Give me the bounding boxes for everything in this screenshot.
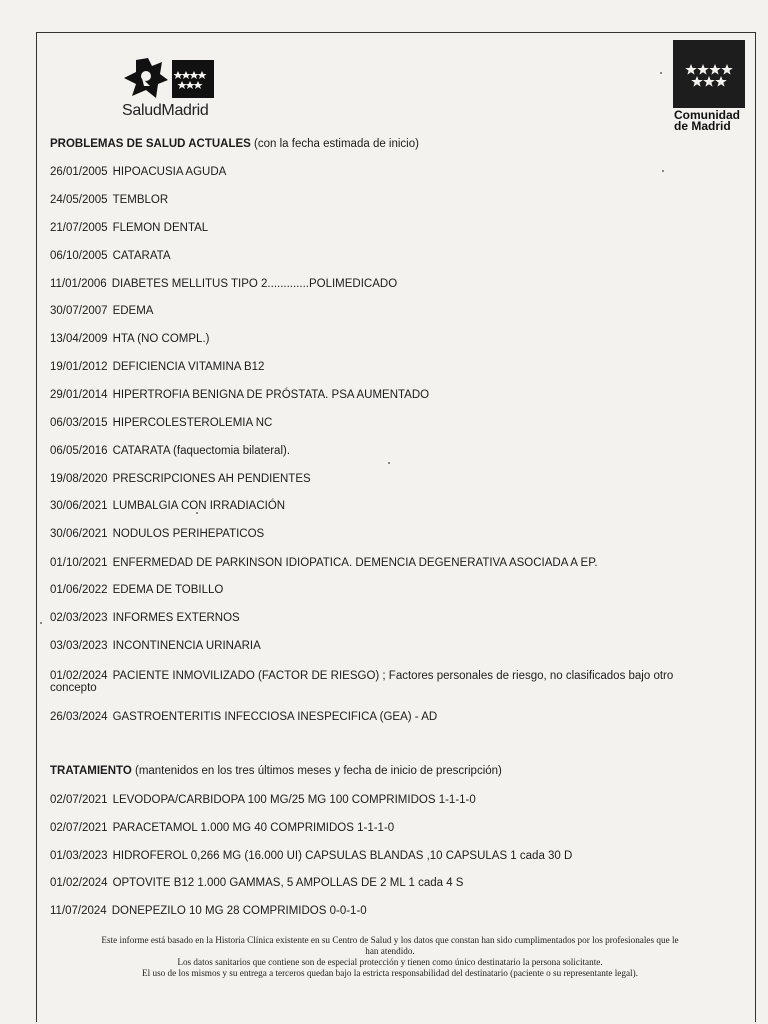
- item-text: LEVODOPA/CARBIDOPA 100 MG/25 MG 100 COMPRIMIDOS 1-1-1-0: [112, 794, 476, 806]
- list-item: [50, 278, 690, 290]
- item-date: 01/03/2023: [50, 850, 108, 862]
- list-item: [50, 305, 690, 317]
- item-date: 19/01/2012: [50, 361, 108, 373]
- scan-speck: [660, 72, 662, 74]
- item-text: LUMBALGIA CON IRRADIACIÓN: [112, 500, 286, 512]
- legal-footer: [100, 935, 680, 979]
- item-date: 06/05/2016: [50, 445, 108, 457]
- item-date: 02/07/2021: [50, 822, 108, 834]
- list-item: [50, 584, 690, 596]
- item-text: DIABETES MELLITUS TIPO 2.............POLIMEDICADO: [111, 278, 398, 290]
- document-frame: [36, 32, 756, 1022]
- item-text: EDEMA: [112, 305, 154, 317]
- list-item: [50, 417, 690, 429]
- item-date: 30/07/2007: [50, 305, 108, 317]
- footer-line-3: El uso de los mismos y su entrega a terceros quedan bajo la estricta responsabilidad del destinatario (paciente o su representante legal).: [142, 968, 638, 978]
- item-text: INCONTINENCIA URINARIA: [112, 640, 261, 652]
- item-date: 03/03/2023: [50, 640, 108, 652]
- treatment-heading: [50, 765, 502, 777]
- comunidad-stars-icon: [673, 40, 745, 108]
- item-text: HIPOACUSIA AGUDA: [112, 166, 227, 178]
- salud-madrid-emblem-icon: [122, 56, 222, 102]
- item-date: 02/07/2021: [50, 794, 108, 806]
- item-date: 30/06/2021: [50, 528, 108, 540]
- item-text: HIDROFEROL 0,266 MG (16.000 UI) CAPSULAS BLANDAS ,10 CAPSULAS 1 cada 30 D: [112, 850, 573, 862]
- list-item: [50, 222, 690, 234]
- item-text: DONEPEZILO 10 MG 28 COMPRIMIDOS 0-0-1-0: [111, 905, 367, 917]
- item-date: 06/10/2005: [50, 250, 108, 262]
- item-text: CATARATA: [112, 250, 171, 262]
- salud-madrid-wordmark: SaludMadrid: [122, 102, 209, 119]
- item-date: 13/04/2009: [50, 333, 108, 345]
- item-text: TEMBLOR: [112, 194, 169, 206]
- item-date: 02/03/2023: [50, 612, 108, 624]
- treatment-subtitle: (mantenidos en los tres últimos meses y fecha de inicio de prescripción): [134, 765, 502, 777]
- item-text: HIPERTROFIA BENIGNA DE PRÓSTATA. PSA AUMENTADO: [112, 389, 430, 401]
- salud-madrid-logo: [122, 56, 222, 122]
- list-item: [50, 640, 690, 652]
- item-text: OPTOVITE B12 1.000 GAMMAS, 5 AMPOLLAS DE 2 ML 1 cada 4 S: [112, 877, 464, 889]
- item-date: 26/03/2024: [50, 711, 108, 723]
- item-text: PRESCRIPCIONES AH PENDIENTES: [112, 473, 311, 485]
- item-date: 01/10/2021: [50, 557, 108, 569]
- list-item: [50, 500, 690, 512]
- item-text: PARACETAMOL 1.000 MG 40 COMPRIMIDOS 1-1-1-0: [112, 822, 395, 834]
- item-date: 01/02/2024: [50, 670, 108, 682]
- list-item: [50, 850, 690, 862]
- item-date: 29/01/2014: [50, 389, 108, 401]
- item-date: 06/03/2015: [50, 417, 108, 429]
- comunidad-madrid-logo: [673, 40, 747, 136]
- item-text: INFORMES EXTERNOS: [112, 612, 240, 624]
- scan-speck: [388, 462, 390, 464]
- list-item: [50, 473, 690, 485]
- list-item: [50, 528, 690, 540]
- item-date: 01/06/2022: [50, 584, 108, 596]
- treatment-title: TRATAMIENTO: [50, 765, 132, 777]
- list-item: [50, 445, 690, 457]
- list-item: [50, 794, 690, 806]
- list-item: [50, 250, 690, 262]
- list-item: [50, 905, 690, 917]
- problems-heading: [50, 138, 419, 150]
- comunidad-flag: [673, 40, 745, 108]
- list-item: [50, 711, 690, 723]
- item-text: FLEMON DENTAL: [112, 222, 209, 234]
- footer-line-1: Este informe está basado en la Historia Clínica existente en su Centro de Salud y los datos que constan han sido cumplimentados por los profesionales que le han atendido.: [101, 935, 679, 956]
- item-text: PACIENTE INMOVILIZADO (FACTOR DE RIESGO) ; Factores personales de riesgo, no clasificados bajo otro concepto: [50, 670, 674, 694]
- item-text: ENFERMEDAD DE PARKINSON IDIOPATICA. DEMENCIA DEGENERATIVA ASOCIADA A EP.: [112, 557, 598, 569]
- item-text: EDEMA DE TOBILLO: [112, 584, 224, 596]
- item-text: CATARATA (faquectomia bilateral).: [112, 445, 291, 457]
- footer-line-2: Los datos sanitarios que contiene son de especial protección y tienen como único destinatario la persona solicitante.: [177, 957, 603, 967]
- item-text: GASTROENTERITIS INFECCIOSA INESPECIFICA (GEA) - AD: [112, 711, 438, 723]
- item-date: 01/02/2024: [50, 877, 108, 889]
- problems-subtitle: (con la fecha estimada de inicio): [254, 138, 419, 150]
- list-item: [50, 670, 690, 694]
- item-text: HIPERCOLESTEROLEMIA NC: [112, 417, 273, 429]
- list-item: [50, 877, 690, 889]
- item-date: 24/05/2005: [50, 194, 108, 206]
- list-item: [50, 333, 690, 345]
- item-text: NODULOS PERIHEPATICOS: [112, 528, 265, 540]
- scan-speck: [662, 170, 664, 172]
- problems-title: PROBLEMAS DE SALUD ACTUALES: [50, 138, 251, 150]
- item-date: 26/01/2005: [50, 166, 108, 178]
- list-item: [50, 822, 690, 834]
- item-date: 30/06/2021: [50, 500, 108, 512]
- item-date: 11/07/2024: [50, 905, 107, 917]
- item-date: 19/08/2020: [50, 473, 108, 485]
- list-item: [50, 166, 690, 178]
- list-item: [50, 612, 690, 624]
- item-text: HTA (NO COMPL.): [112, 333, 210, 345]
- scan-speck: [40, 622, 42, 624]
- item-date: 11/01/2006: [50, 278, 107, 290]
- item-text: DEFICIENCIA VITAMINA B12: [112, 361, 265, 373]
- comunidad-madrid-wordmark: Comunidad de Madrid: [674, 108, 740, 133]
- list-item: [50, 557, 690, 569]
- list-item: [50, 194, 690, 206]
- list-item: [50, 361, 690, 373]
- scan-speck: [196, 512, 198, 514]
- item-date: 21/07/2005: [50, 222, 108, 234]
- list-item: [50, 389, 690, 401]
